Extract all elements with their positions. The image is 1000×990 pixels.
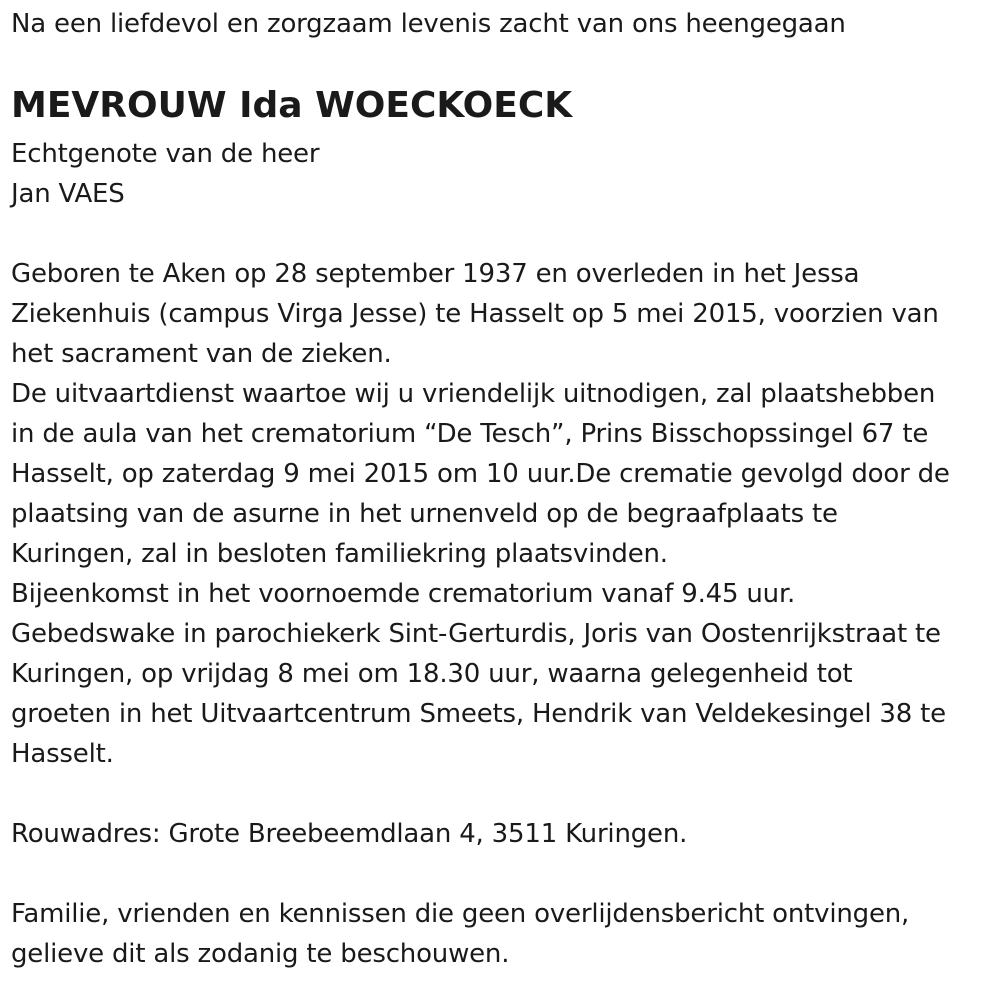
body-line: Geboren te Aken op 28 september 1937 en overleden in het Jessa [11, 259, 860, 289]
body-line: Kuringen, op vrijdag 8 mei om 18.30 uur, waarna gelegenheid tot [11, 659, 853, 689]
body-line: Kuringen, zal in besloten familiekring plaatsvinden. [11, 539, 668, 569]
closing-section [11, 894, 909, 974]
spouse-section [11, 134, 319, 214]
spouse-line: Echtgenote van de heer [11, 139, 320, 169]
body-line: Hasselt. [11, 739, 114, 769]
body-line: in de aula van het crematorium “De Tesch”, Prins Bisschopssingel 67 te [11, 419, 929, 449]
body-line: groeten in het Uitvaartcentrum Smeets, Hendrik van Veldekesingel 38 te [11, 699, 946, 729]
body-section [11, 254, 950, 774]
closing-line: gelieve dit als zodanig te beschouwen. [11, 939, 510, 969]
body-line: Ziekenhuis (campus Virga Jesse) te Hasselt op 5 mei 2015, voorzien van [11, 299, 939, 329]
address-section [11, 814, 687, 854]
body-line: De uitvaartdienst waartoe wij u vriendelijk uitnodigen, zal plaatshebben [11, 379, 936, 409]
body-line: Bijeenkomst in het voornoemde crematorium vanaf 9.45 uur. [11, 579, 796, 609]
intro-text: Na een liefdevol en zorgzaam levenis zacht van ons heengegaan [11, 9, 846, 39]
body-line: Gebedswake in parochiekerk Sint-Gerturdis, Joris van Oostenrijkstraat te [11, 619, 941, 649]
body-line: Hasselt, op zaterdag 9 mei 2015 om 10 uur.De crematie gevolgd door de [11, 459, 950, 489]
deceased-name: MEVROUW Ida WOECKOECK [11, 85, 573, 126]
spouse-line: Jan VAES [11, 179, 125, 209]
closing-line: Familie, vrienden en kennissen die geen overlijdensbericht ontvingen, [11, 899, 910, 929]
body-line: het sacrament van de zieken. [11, 339, 392, 369]
mourning-address: Rouwadres: Grote Breebeemdlaan 4, 3511 Kuringen. [11, 819, 688, 849]
body-line: plaatsing van de asurne in het urnenveld op de begraafplaats te [11, 499, 838, 529]
